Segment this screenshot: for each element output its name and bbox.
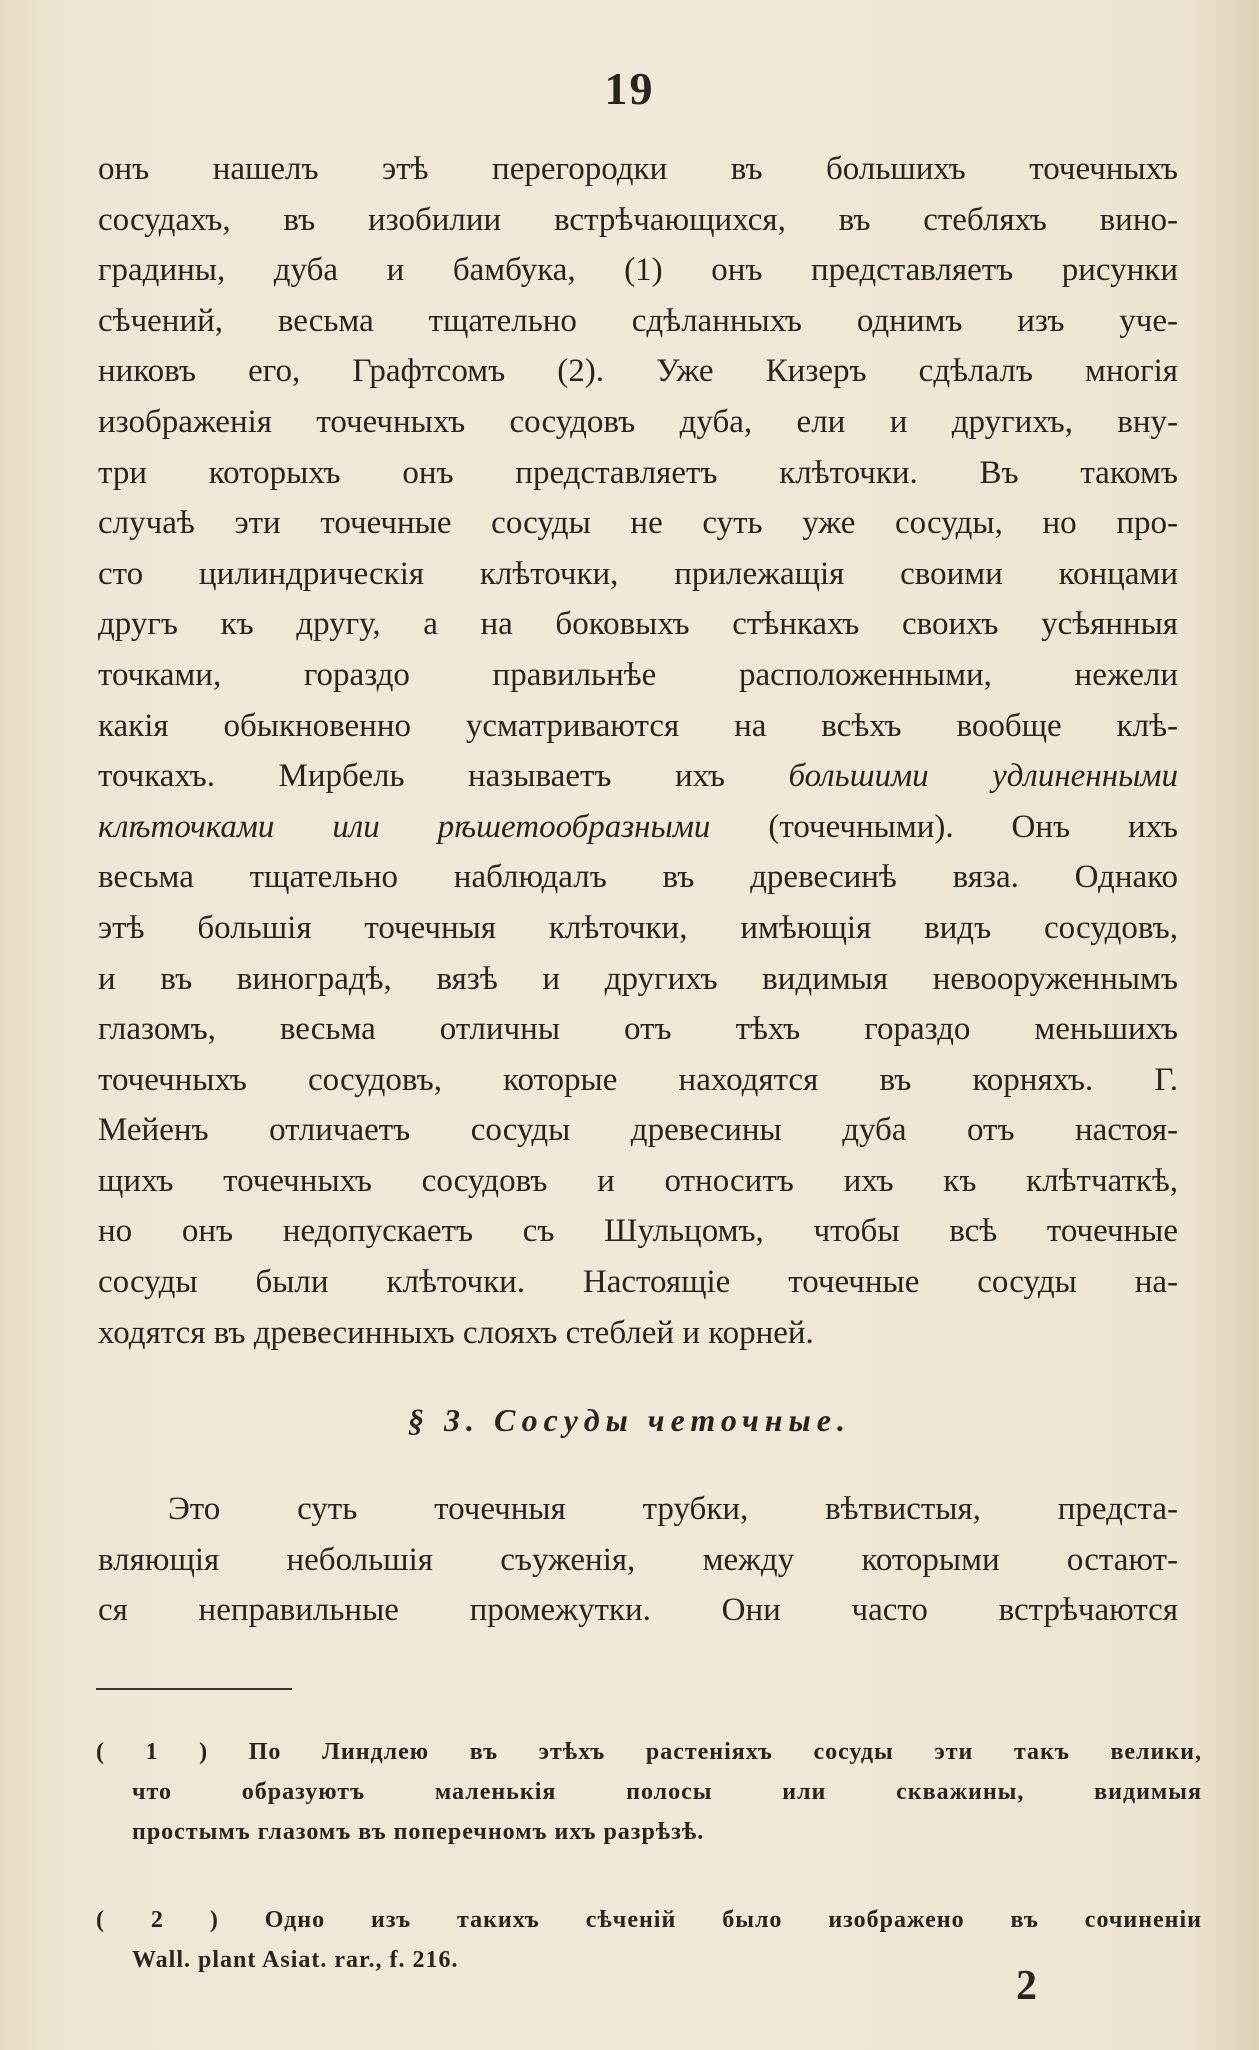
text-line: но онъ недопускаетъ съ Шульцомъ, чтобы всѣ точечные [98,1213,1178,1250]
footnote-1-line: ( 1 ) По Линдлею въ этѣхъ растеніяхъ сосуды эти такъ велики, [96,1739,1202,1765]
section-heading: § 3. Сосуды четочные. [408,1402,851,1438]
text-line: и въ виноградѣ, вязѣ и другихъ видимыя невооруженнымъ [98,960,1178,997]
text-line: изображенія точечныхъ сосудовъ дуба, ели и другихъ, вну- [98,403,1178,440]
text-line: три которыхъ онъ представляетъ клѣточки. Въ такомъ [98,454,1178,491]
text-line: точечныхъ сосудовъ, которые находятся въ корняхъ. Г. [98,1061,1178,1098]
text-line: сосуды были клѣточки. Настоящіе точечные сосуды на- [98,1264,1178,1301]
footnote-divider [96,1688,292,1690]
text-line: какія обыкновенно усматриваются на всѣхъ вообще клѣ- [98,707,1178,744]
footnote-1-line: простымъ глазомъ въ поперечномъ ихъ разрѣзѣ. [132,1819,705,1845]
text-line: ходятся въ древесинныхъ слояхъ стеблей и корней. [98,1314,814,1351]
text-line: никовъ его, Графтсомъ (2). Уже Кизеръ сдѣлалъ многія [98,353,1178,390]
text-line: сосудахъ, въ изобилии встрѣчающихся, въ стебляхъ вино- [98,201,1178,238]
footnote-1-line: что образуютъ маленькія полосы или скважины, видимыя [132,1779,1202,1805]
text-line: сто цилиндрическія клѣточки, прилежащія своими концами [98,555,1178,592]
mirbel-italic-term: большими удлиненными [788,758,1178,795]
footnote-2-line: Wall. plant Asiat. rar., f. 216. [132,1947,459,1973]
footnote-2-line: ( 2 ) Одно изъ такихъ сѣченій было изображено въ сочиненіи [96,1907,1202,1933]
text-line: весьма тщательно наблюдалъ въ древесинѣ вяза. Однако [98,859,1178,896]
mirbel-tail: (точечными). Онъ ихъ [768,808,1178,845]
text-line-mirbel-2 [98,802,1178,853]
text-line: точками, гораздо правильнѣе расположенными, нежели [98,656,1178,693]
main-paragraph [98,144,1178,1358]
text-line: Это суть точечныя трубки, вѣтвистыя, предста- [168,1491,1178,1527]
footnotes [96,1732,1202,1980]
text-line: другъ къ другу, а на боковыхъ стѣнкахъ своихъ усѣянныя [98,606,1178,643]
text-line: онъ нашелъ этѣ перегородки въ большихъ точечныхъ [98,151,1178,187]
mirbel-italic-term-2: клѣточками или рѣшетообразными [98,808,711,845]
text-line-mirbel [98,751,1178,802]
text-line: ся неправильные промежутки. Они часто встрѣчаются [98,1592,1178,1629]
section-paragraph [98,1484,1178,1636]
text-line: щихъ точечныхъ сосудовъ и относитъ ихъ къ клѣтчаткѣ, [98,1162,1178,1199]
text-line: Мейенъ отличаетъ сосуды древесины дуба отъ настоя- [98,1112,1178,1149]
page-number: 19 [604,63,655,114]
text-line: глазомъ, весьма отличны отъ тѣхъ гораздо меньшихъ [98,1011,1178,1048]
text-line: градины, дуба и бамбука, (1) онъ представляетъ рисунки [98,252,1178,289]
text-line: вляющія небольшія съуженія, между которыми остают- [98,1541,1178,1578]
text-line: случаѣ эти точечные сосуды не суть уже сосуды, но про- [98,505,1178,542]
signature-mark: 2 [1016,1963,1037,2009]
mirbel-lead: точкахъ. Мирбель называетъ ихъ [98,758,725,795]
text-line: сѣчений, весьма тщательно сдѣланныхъ однимъ изъ уче- [98,302,1178,339]
text-line: этѣ большія точечныя клѣточки, имѣющія видъ сосудовъ, [98,909,1178,946]
